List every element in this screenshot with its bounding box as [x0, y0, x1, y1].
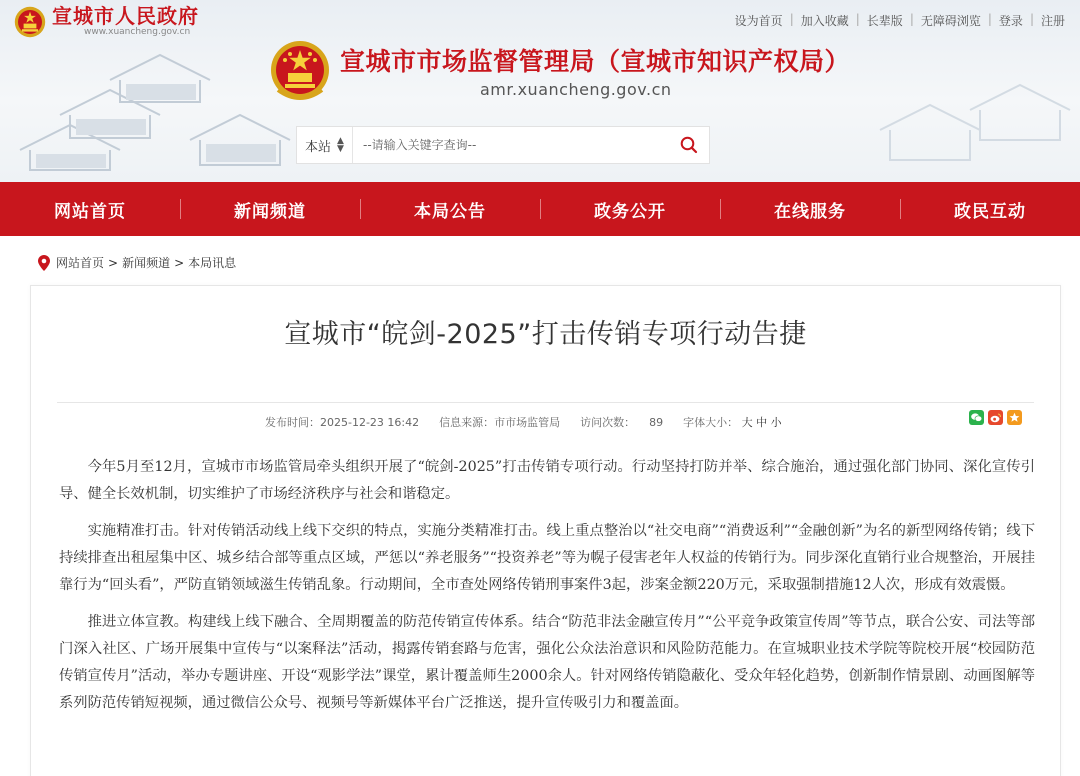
gov-logo[interactable] — [14, 5, 199, 38]
favorite-icon[interactable] — [1007, 410, 1022, 425]
breadcrumb-home[interactable]: 网站首页 — [56, 256, 105, 270]
gov-url: www.xuancheng.gov.cn — [84, 27, 191, 37]
info-source: 信息来源：市市场监管局 — [439, 416, 561, 429]
font-size-options[interactable]: 大 中 小 — [741, 416, 782, 429]
visit-count — [580, 414, 663, 430]
separator: | — [987, 12, 992, 26]
article-paragraph: 推进立体宣教。构建线上线下融合、全周期覆盖的防范传销宣传体系。结合“防范非法金融宣传月”“公平竞争政策宣传周”等节点，联合公安、司法等部门深入社区、广场开展集中宣传与“以案释法”活动，揭露传销套路与危害，强化公众法治意识和风险防范能力。在宣城职业技术学院等院校开展“校园防范传销宣传月”活动，举办专题讲座、开设“观影学法”课堂，累计覆盖师生2000余人。针对网络传销隐蔽化、受众年轻化趋势，创新制作情景剧、动画图解等系列防范传销短视频，通过微信公众号、视频号等新媒体平台广泛推送，提升宣传吸引力和覆盖面。 — [59, 614, 1035, 711]
accessibility-link[interactable]: 无障碍浏览 — [920, 14, 981, 28]
nav-item-interaction[interactable]: 政民互动 — [900, 182, 1080, 236]
article-paragraph: 实施精准打击。针对传销活动线上线下交织的特点，实施分类精准打击。线上重点整治以“社交电商”“消费返利”“金融创新”为名的新型网络传销；线下持续排查出租屋集中区、城乡结合部等重点区域，严惩以“养老服务”“投资养老”等为幌子侵害老年人权益的传销行为。同步深化直销行业合规整治，开展挂靠行为“回头看”，严防直销领域滋生传销乱象。行动期间，全市查处网络传销刑事案件3起，涉案金额220万元，采取强制措施12人次，形成有效震慑。 — [59, 523, 1035, 593]
main-nav — [0, 182, 1080, 236]
national-emblem-icon — [270, 40, 330, 104]
site-header — [0, 0, 1080, 182]
nav-item-announcements[interactable]: 本局公告 — [360, 182, 540, 236]
register-link[interactable]: 注册 — [1040, 14, 1065, 28]
search-input[interactable] — [353, 127, 669, 163]
search-scope-label: 本站 — [305, 139, 332, 155]
breadcrumb — [38, 254, 236, 271]
share-icons — [965, 410, 1022, 425]
top-links — [728, 12, 1072, 29]
search-bar — [296, 126, 710, 164]
separator: | — [909, 12, 914, 26]
publish-time: 发布时间：2025-12-23 16:42 — [265, 416, 420, 429]
separator: | — [855, 12, 860, 26]
login-link[interactable]: 登录 — [998, 14, 1023, 28]
elder-version-link[interactable]: 长辈版 — [866, 14, 903, 28]
site-title: 宣城市市场监督管理局（宣城市知识产权局） — [340, 47, 851, 76]
decorative-architecture-left — [0, 20, 300, 180]
visit-count-value: 89 — [649, 416, 664, 429]
title-divider — [57, 402, 1034, 403]
updown-arrows-icon: ▲ ▼ — [337, 136, 344, 154]
set-homepage-link[interactable]: 设为首页 — [734, 14, 783, 28]
site-branding[interactable] — [270, 40, 850, 104]
search-icon — [680, 136, 698, 154]
separator: | — [789, 12, 794, 26]
separator: | — [1029, 12, 1034, 26]
article-title: 宣城市“皖剑-2025”打击传销专项行动告捷 — [284, 319, 807, 350]
visit-count-label: 访问次数： — [580, 416, 636, 429]
breadcrumb-bureau-news[interactable]: 本局讯息 — [188, 256, 237, 270]
decorative-architecture-right — [840, 30, 1080, 180]
add-favorite-link[interactable]: 加入收藏 — [800, 14, 849, 28]
font-size-label: 字体大小： — [683, 416, 739, 429]
search-button[interactable] — [669, 127, 709, 163]
article-paragraph: 今年5月至12月，宣城市市场监管局牵头组织开展了“皖剑-2025”打击传销专项行动。行动坚持打防并举、综合施治，通过强化部门协同、深化宣传引导、健全长效机制，切实维护了市场经济秩序与社会和谐稳定。 — [59, 459, 1035, 502]
nav-item-news[interactable]: 新闻频道 — [180, 182, 360, 236]
wechat-icon[interactable] — [969, 410, 984, 425]
national-emblem-icon — [14, 6, 46, 38]
gov-name: 宣城市人民政府 — [52, 4, 199, 28]
article-meta — [265, 414, 802, 430]
breadcrumb-separator: > — [108, 255, 119, 270]
nav-item-government-affairs[interactable]: 政务公开 — [540, 182, 720, 236]
nav-item-home[interactable]: 网站首页 — [54, 201, 126, 222]
location-pin-icon — [38, 255, 50, 271]
article-content — [59, 454, 1035, 727]
weibo-icon[interactable] — [988, 410, 1003, 425]
nav-item-online-services[interactable]: 在线服务 — [720, 182, 900, 236]
font-size-control — [683, 414, 782, 430]
article-panel — [30, 285, 1061, 776]
site-url: amr.xuancheng.gov.cn — [480, 80, 672, 99]
search-scope-select[interactable] — [297, 127, 353, 163]
breadcrumb-separator: > — [174, 255, 185, 270]
breadcrumb-news[interactable]: 新闻频道 — [122, 256, 171, 270]
